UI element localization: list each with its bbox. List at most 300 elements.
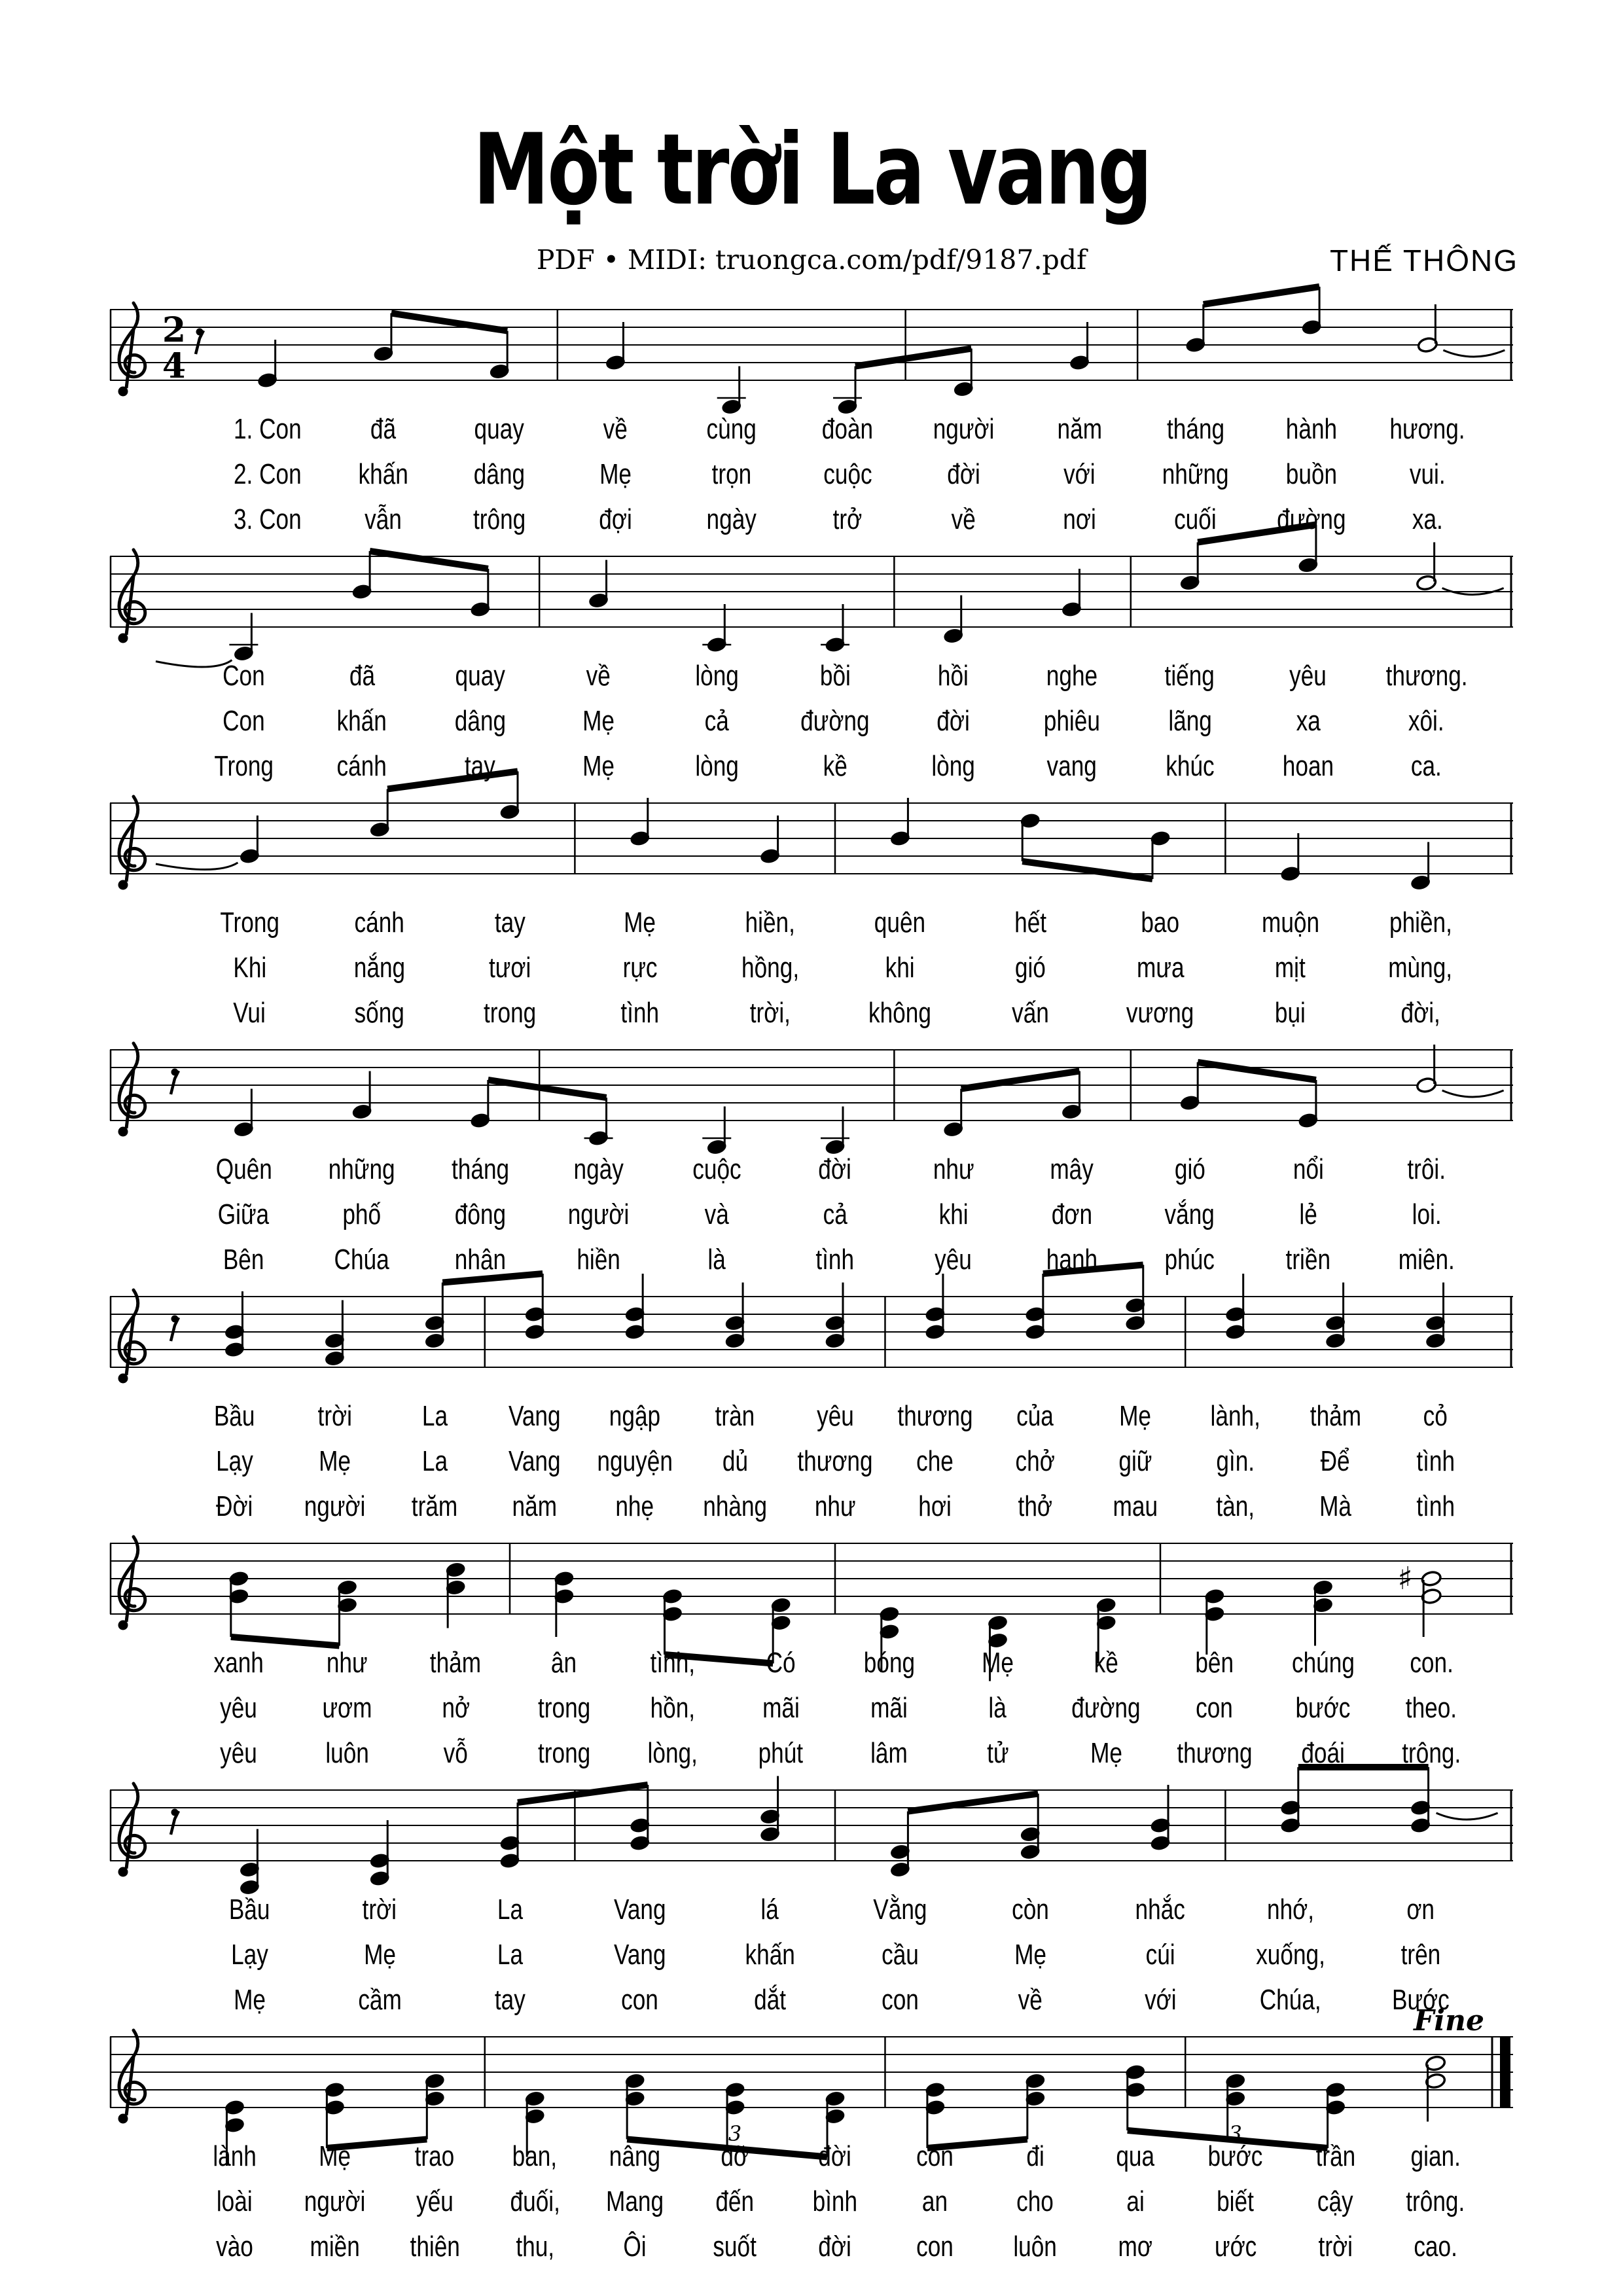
lyric-syllable: xuống, (1255, 1938, 1325, 1971)
lyric-syllable: cuối (1174, 503, 1217, 535)
lyric-syllable: hết (1014, 906, 1046, 939)
lyric-syllable: tình (1416, 1490, 1455, 1522)
lyric-syllable: qua (1116, 2140, 1155, 2172)
lyric-syllable: hoan (1282, 749, 1334, 782)
eighth-rest-icon (171, 1316, 179, 1342)
lyric-syllable: bước (1207, 2140, 1263, 2172)
lyric-syllable: đoàn (821, 412, 874, 445)
lyric-syllable: bên (1195, 1646, 1234, 1679)
lyric-syllable: phiền, (1389, 906, 1452, 939)
staff (105, 1529, 1518, 1640)
lyric-syllable: sống (355, 996, 405, 1029)
lyric-syllable: khấn (336, 704, 387, 737)
lyric-syllable: năm (512, 1490, 558, 1522)
lyrics (185, 1147, 1486, 1282)
lyric-syllable: người (933, 412, 995, 445)
lyric-syllable: lá (760, 1893, 779, 1926)
lyric-syllable: tay (494, 906, 526, 939)
lyric-syllable: luôn (325, 1736, 369, 1769)
lyric-syllable: kề (1094, 1646, 1118, 1679)
lyric-syllable: người (304, 2185, 366, 2217)
lyric-syllable: và (704, 1198, 729, 1230)
lyric-syllable: như (327, 1646, 368, 1679)
lyric-syllable: tay (465, 749, 496, 782)
lyric-syllable: lâm (870, 1736, 908, 1769)
music-system (105, 1035, 1518, 1282)
lyric-syllable: bồi (819, 659, 851, 692)
lyric-syllable: tiếng (1164, 659, 1215, 692)
lyric-syllable: lẻ (1299, 1198, 1317, 1230)
lyrics (185, 1640, 1486, 1776)
lyric-syllable: trời (317, 1399, 352, 1432)
lyric-syllable: người (567, 1198, 630, 1230)
treble-clef-icon (118, 1043, 145, 1137)
lyric-syllable: hồi (938, 659, 969, 692)
lyric-syllable: yếu (416, 2185, 454, 2217)
lyric-syllable: nâng (609, 2140, 661, 2172)
lyric-syllable: ai (1126, 2185, 1145, 2217)
lyric-syllable: khúc (1165, 749, 1215, 782)
lyric-syllable: an (922, 2185, 948, 2217)
lyric-syllable: suốt (713, 2230, 757, 2263)
lyric-syllable: trở (832, 503, 863, 535)
lyric-syllable: khấn (358, 457, 409, 490)
staff (105, 1282, 1518, 1393)
treble-clef-icon (118, 2030, 145, 2124)
svg-text:4: 4 (162, 346, 187, 386)
lyric-syllable: những (329, 1153, 396, 1185)
lyric-syllable: tháng (451, 1153, 509, 1185)
lyric-syllable: miền (310, 2230, 360, 2263)
lyric-syllable: đi (1026, 2140, 1044, 2172)
song-title: Một trời La vang (473, 113, 1150, 227)
lyric-syllable: lòng, (647, 1736, 698, 1769)
lyric-syllable: yêu (1289, 659, 1327, 692)
lyric-syllable: trăm (412, 1490, 458, 1522)
final-barline (1500, 2037, 1510, 2108)
lyric-syllable: đời (818, 1153, 852, 1185)
lyric-syllable: tình, (650, 1646, 695, 1679)
lyric-syllable: mây (1050, 1153, 1094, 1185)
lyric-syllable: vắng (1164, 1198, 1215, 1230)
lyric-syllable: khấn (745, 1938, 795, 1971)
lyric-syllable: cuộc (692, 1153, 741, 1185)
treble-clef-icon (118, 550, 145, 643)
composer-name: THẾ THÔNG (1329, 243, 1518, 278)
lyric-syllable: không (868, 996, 932, 1029)
meta-row (105, 244, 1518, 283)
lyric-syllable: Mẹ (318, 2140, 351, 2172)
lyric-syllable: con (916, 2140, 954, 2172)
lyric-syllable: cỏ (1423, 1399, 1448, 1432)
lyric-syllable: La (497, 1893, 523, 1926)
lyric-syllable: nhàng (703, 1490, 768, 1522)
lyric-syllable: Con (223, 704, 265, 737)
lyric-syllable: Mẹ (363, 1938, 396, 1971)
lyric-syllable: như (933, 1153, 974, 1185)
lyric-syllable: nhớ, (1266, 1893, 1314, 1926)
lyric-syllable: tình (815, 1243, 855, 1276)
lyric-syllable: thương (897, 1399, 973, 1432)
lyric-syllable: là (988, 1691, 1007, 1724)
lyric-syllable: loài (217, 2185, 253, 2217)
lyric-syllable: lành (213, 2140, 257, 2172)
lyric-syllable: Vằng (873, 1893, 927, 1926)
lyric-syllable: quên (874, 906, 926, 939)
treble-clef-icon (118, 1784, 145, 1877)
lyric-syllable: thu, (515, 2230, 554, 2263)
lyric-syllable: nổi (1293, 1153, 1324, 1185)
lyric-syllable: xa (1296, 704, 1321, 737)
lyric-syllable: loi. (1412, 1198, 1442, 1230)
lyric-syllable: lòng (694, 659, 739, 692)
lyrics (185, 1887, 1486, 2022)
lyric-syllable: Mẹ (1014, 1938, 1046, 1971)
source-link-text: PDF • MIDI: truongca.com/pdf/9187.pdf (536, 244, 1087, 276)
lyric-syllable: chúng (1291, 1646, 1355, 1679)
lyric-syllable: dắt (754, 1983, 787, 2016)
lyric-syllable: Giữa (218, 1198, 270, 1230)
lyric-syllable: trong (537, 1736, 590, 1769)
tie-curve (1436, 1813, 1498, 1820)
fine-marking: Fine (1414, 2004, 1484, 2037)
lyric-syllable: đến (715, 2185, 755, 2217)
lyric-syllable: hành (1285, 412, 1338, 445)
lyric-syllable: gió (1014, 951, 1046, 984)
lyric-syllable: vấn (1011, 996, 1049, 1029)
lyric-syllable: đời (818, 2230, 852, 2263)
lyric-syllable: những (1162, 457, 1229, 490)
lyric-syllable: con (621, 1983, 659, 2016)
lyric-syllable: trời, (749, 996, 791, 1029)
header (105, 0, 1518, 283)
lyric-syllable: Vui (233, 996, 266, 1029)
lyrics (185, 2134, 1486, 2269)
lyric-syllable: nhân (454, 1243, 506, 1276)
lyric-syllable: tràn (715, 1399, 755, 1432)
lyric-syllable: tháng (1166, 412, 1224, 445)
lyric-syllable: lòng (931, 749, 975, 782)
lyric-syllable: Vang (508, 1444, 562, 1477)
lyric-syllable: kề (823, 749, 847, 782)
lyric-syllable: Mẹ (624, 906, 656, 939)
lyric-syllable: khi (938, 1198, 969, 1230)
lyric-syllable: về (951, 503, 976, 535)
lyric-syllable: về (1018, 1983, 1043, 2016)
lyric-syllable: cúi (1145, 1938, 1175, 1971)
lyric-syllable: mãi (762, 1691, 800, 1724)
lyric-syllable: đợi (599, 503, 632, 535)
lyric-syllable: đã (349, 659, 375, 692)
lyric-syllable: trông (473, 503, 526, 535)
lyric-syllable: cầu (882, 1938, 919, 1971)
lyric-syllable: cao. (1414, 2230, 1457, 2263)
lyric-syllable: ơn (1406, 1893, 1435, 1926)
lyric-syllable: theo. (1406, 1691, 1457, 1724)
lyric-syllable: yêu (220, 1736, 258, 1769)
lyric-syllable: trời (1318, 2230, 1353, 2263)
lyric-syllable: nắng (354, 951, 406, 984)
lyric-syllable: luôn (1013, 2230, 1058, 2263)
lyric-syllable: mưa (1136, 951, 1185, 984)
lyric-syllable: thương. (1385, 659, 1468, 692)
lyric-syllable: bao (1141, 906, 1180, 939)
lyric-syllable: nở (441, 1691, 470, 1724)
svg-text:2: 2 (162, 310, 187, 350)
lyric-syllable: trong (483, 996, 537, 1029)
lyric-syllable: cả (823, 1198, 847, 1230)
lyric-syllable: Con (223, 659, 265, 692)
lyric-syllable: tay (494, 1983, 526, 2016)
lyric-syllable: đuối, (510, 2185, 560, 2217)
lyric-syllable: giữ (1118, 1444, 1152, 1477)
lyric-syllable: con. (1409, 1646, 1454, 1679)
lyric-syllable: Lạy (216, 1444, 253, 1477)
lyric-syllable: 3. Con (233, 503, 302, 535)
lyric-syllable: Khi (232, 951, 266, 984)
lyric-syllable: dủ (722, 1444, 748, 1477)
lyric-syllable: Vang (508, 1399, 562, 1432)
lyric-syllable: là (707, 1243, 726, 1276)
song-title-wrap (105, 113, 1518, 227)
treble-clef-icon (118, 797, 145, 890)
lyric-syllable: đoái (1301, 1736, 1345, 1769)
lyric-syllable: trông. (1402, 1736, 1461, 1769)
tie-curve (1443, 350, 1505, 357)
lyric-syllable: xa. (1412, 503, 1443, 535)
lyric-syllable: Bước (1391, 1983, 1450, 2016)
lyric-syllable: xôi. (1408, 704, 1445, 737)
treble-clef-icon (118, 1290, 145, 1384)
lyric-syllable: nơi (1063, 503, 1096, 535)
music-system (105, 295, 1518, 542)
lyric-syllable: trôi. (1407, 1153, 1446, 1185)
lyric-syllable: trần (1315, 2140, 1355, 2172)
lyric-syllable: buồn (1285, 457, 1338, 490)
lyric-syllable: nhẹ (615, 1490, 654, 1522)
lyric-syllable: tình (620, 996, 660, 1029)
lyric-syllable: thở (1018, 1490, 1053, 1522)
lyric-syllable: bình (812, 2185, 858, 2217)
lyric-syllable: che (916, 1444, 954, 1477)
lyric-syllable: Chúa, (1259, 1983, 1321, 2016)
lyric-syllable: lòng (694, 749, 739, 782)
lyric-syllable: ngày (706, 503, 757, 535)
lyric-syllable: ngày (573, 1153, 624, 1185)
lyric-syllable: vui. (1409, 457, 1446, 490)
lyric-syllable: hồn, (650, 1691, 695, 1724)
lyric-syllable: gian. (1410, 2140, 1461, 2172)
lyric-syllable: con (916, 2230, 954, 2263)
lyric-syllable: của (1016, 1399, 1054, 1432)
lyric-syllable: mịt (1275, 951, 1306, 984)
lyric-syllable: người (304, 1490, 366, 1522)
lyric-syllable: ngập (609, 1399, 661, 1432)
lyric-syllable: cả (704, 704, 729, 737)
lyric-syllable: vẫn (365, 503, 402, 535)
lyric-syllable: ước (1214, 2230, 1257, 2263)
lyric-syllable: đỡ (721, 2140, 749, 2172)
lyric-syllable: nghe (1046, 659, 1097, 692)
lyric-syllable: vang (1046, 749, 1097, 782)
lyric-syllable: Đời (216, 1490, 253, 1522)
lyric-syllable: đời (818, 2140, 852, 2172)
lyric-syllable: muộn (1261, 906, 1319, 939)
lyric-syllable: với (1144, 1983, 1177, 2016)
lyric-syllable: phút (758, 1736, 804, 1769)
lyric-syllable: Để (1321, 1444, 1351, 1477)
lyric-syllable: Mẹ (599, 457, 632, 490)
lyric-syllable: đã (370, 412, 397, 445)
lyric-syllable: ươm (322, 1691, 372, 1724)
lyric-syllable: mùng, (1388, 951, 1453, 984)
sharp-icon: ♯ (1397, 1560, 1413, 1597)
lyric-syllable: Chúa (334, 1243, 390, 1276)
lyric-syllable: yêu (816, 1399, 854, 1432)
lyric-syllable: 2. Con (233, 457, 302, 490)
lyric-syllable: Ôi (623, 2230, 647, 2263)
lyrics (185, 1393, 1486, 1529)
lyric-syllable: năm (1057, 412, 1102, 445)
lyric-syllable: hương. (1389, 412, 1465, 445)
lyric-syllable: Trong (214, 749, 274, 782)
treble-clef-icon (118, 303, 145, 397)
lyric-syllable: con (882, 1983, 919, 2016)
lyric-syllable: đường (1277, 503, 1346, 535)
lyric-syllable: về (586, 659, 611, 692)
lyric-syllable: thiên (410, 2230, 460, 2263)
lyric-syllable: yêu (220, 1691, 258, 1724)
lyric-syllable: cậy (1317, 2185, 1353, 2217)
lyric-syllable: Mẹ (582, 749, 615, 782)
lyric-syllable: con (1196, 1691, 1234, 1724)
lyric-syllable: cầm (357, 1983, 402, 2016)
lyric-syllable: tình (1416, 1444, 1455, 1477)
lyric-syllable: hiền (577, 1243, 620, 1276)
lyric-syllable: như (814, 1490, 856, 1522)
lyric-syllable: nhắc (1135, 1893, 1186, 1926)
lyric-syllable: khi (885, 951, 915, 984)
lyric-syllable: Mẹ (582, 704, 615, 737)
lyric-syllable: trên (1400, 1938, 1440, 1971)
lyric-syllable: hồng, (741, 951, 799, 984)
lyric-syllable: Mang (606, 2185, 664, 2217)
lyric-syllable: lãng (1168, 704, 1212, 737)
lyric-syllable: phúc (1164, 1243, 1215, 1276)
lyric-syllable: Vang (613, 1893, 666, 1926)
lyric-syllable: vương (1126, 996, 1194, 1029)
eighth-rest-icon (171, 1069, 179, 1095)
music-system (105, 1282, 1518, 1529)
lyric-syllable: bóng (863, 1646, 915, 1679)
lyric-syllable: đường (1071, 1691, 1141, 1724)
lyrics (185, 900, 1486, 1035)
treble-clef-icon (118, 1537, 145, 1630)
lyric-syllable: còn (1011, 1893, 1049, 1926)
lyric-syllable: Trong (220, 906, 279, 939)
lyrics (185, 653, 1486, 789)
lyric-syllable: yêu (935, 1243, 972, 1276)
lyric-syllable: Mẹ (1090, 1736, 1122, 1769)
lyric-syllable: triền (1285, 1243, 1331, 1276)
lyric-syllable: hạnh (1046, 1243, 1097, 1276)
lyric-syllable: phố (342, 1198, 382, 1230)
staff (105, 2004, 1518, 2146)
lyric-syllable: La (421, 1444, 448, 1477)
tie-curve (1442, 1090, 1504, 1097)
lyric-syllable: tàn, (1216, 1490, 1255, 1522)
triplet-number: 3 (728, 2121, 742, 2146)
lyric-syllable: hơi (918, 1490, 952, 1522)
staff (105, 1776, 1518, 1887)
lyric-syllable: Mẹ (318, 1444, 351, 1477)
lyric-syllable: 1. Con (233, 412, 302, 445)
music-system (105, 542, 1518, 789)
lyric-syllable: đông (454, 1198, 506, 1230)
lyric-syllable: Vang (613, 1938, 666, 1971)
lyric-syllable: La (497, 1938, 523, 1971)
lyric-syllable: gió (1174, 1153, 1205, 1185)
lyric-syllable: tử (986, 1736, 1009, 1769)
music-system (105, 1529, 1518, 1776)
staff (105, 542, 1518, 653)
lyric-syllable: quay (474, 412, 525, 445)
lyric-syllable: xanh (213, 1646, 264, 1679)
lyric-syllable: đơn (1051, 1198, 1092, 1230)
lyric-syllable: cuộc (823, 457, 872, 490)
lyric-syllable: thương (797, 1444, 873, 1477)
lyric-syllable: với (1063, 457, 1096, 490)
lyric-syllable: vỗ (443, 1736, 468, 1769)
lyric-syllable: dâng (454, 704, 506, 737)
lyrics (209, 406, 1486, 542)
lyric-syllable: đời (936, 704, 970, 737)
lyric-syllable: Lạy (231, 1938, 268, 1971)
lyric-syllable: ban, (512, 2140, 558, 2172)
lyric-syllable: chở (1015, 1444, 1055, 1477)
lyric-syllable: trời (362, 1893, 397, 1926)
lyric-syllable: dâng (474, 457, 526, 490)
lyric-syllable: trong (537, 1691, 590, 1724)
lyric-syllable: Mẹ (982, 1646, 1014, 1679)
staff (105, 789, 1518, 900)
lyric-syllable: gìn. (1216, 1444, 1255, 1477)
lyric-syllable: về (603, 412, 628, 445)
lyric-syllable: quay (455, 659, 505, 692)
lyric-syllable: cho (1016, 2185, 1054, 2217)
lyric-syllable: biết (1217, 2185, 1255, 2217)
lyric-syllable: Mẹ (233, 1983, 266, 2016)
lyric-syllable: trọn (711, 457, 752, 490)
lyric-syllable: tươi (488, 951, 531, 984)
lyric-syllable: Quên (215, 1153, 272, 1185)
lyric-syllable: miên. (1398, 1243, 1455, 1276)
eighth-rest-icon (171, 1809, 179, 1835)
lyric-syllable: ca. (1411, 749, 1442, 782)
lyric-syllable: đường (800, 704, 870, 737)
lyric-syllable: thương (1177, 1736, 1253, 1769)
lyric-syllable: trông. (1406, 2185, 1465, 2217)
eighth-rest-icon (196, 329, 204, 355)
lyric-syllable: Có (766, 1646, 796, 1679)
lyric-syllable: lành, (1210, 1399, 1260, 1432)
lyric-syllable: cùng (706, 412, 757, 445)
lyric-syllable: cánh (355, 906, 405, 939)
lyric-syllable: Bên (223, 1243, 264, 1276)
lyric-syllable: La (421, 1399, 448, 1432)
lyric-syllable: thảm (430, 1646, 482, 1679)
music-system (105, 789, 1518, 1035)
